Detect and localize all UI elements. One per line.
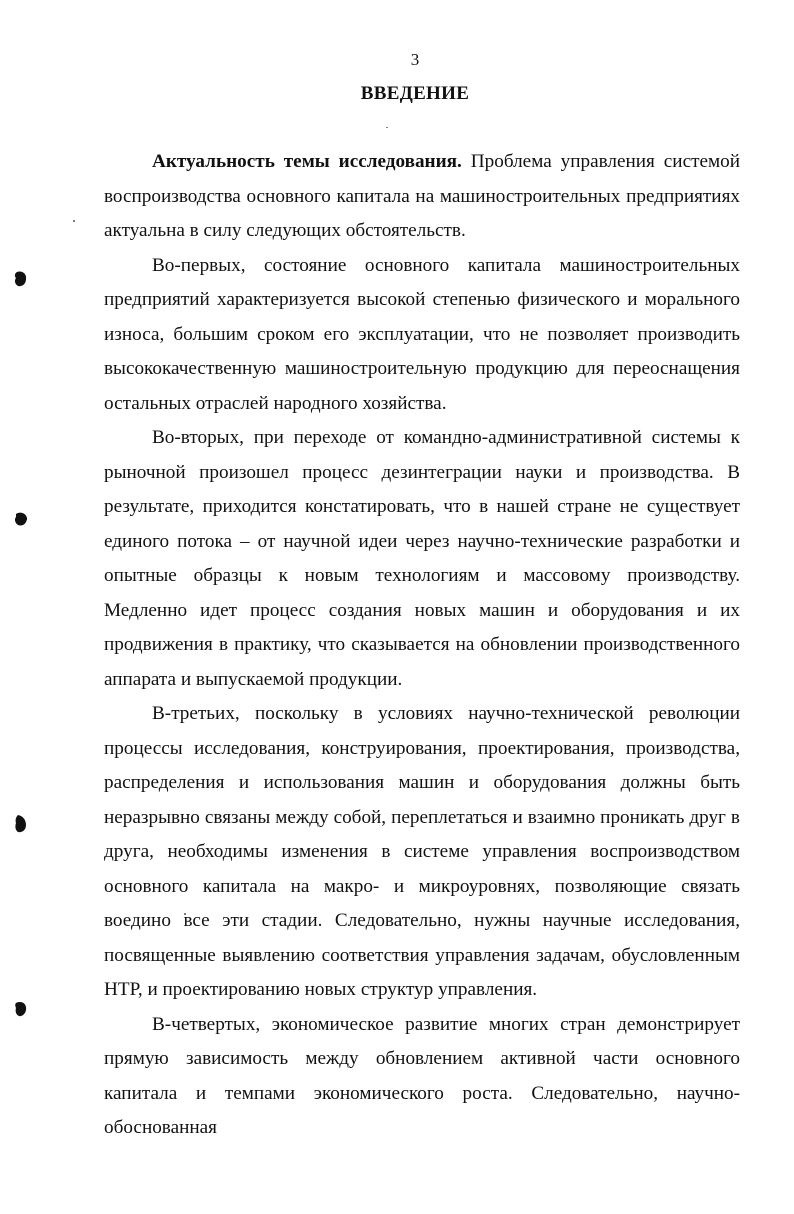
- punch-hole-blot-icon: [14, 814, 28, 834]
- scan-speck: [73, 220, 75, 222]
- paragraph-lead: Актуальность темы исследования.: [152, 151, 462, 172]
- paragraph-fourthly: В-четвертых, экономическое развитие многих стран демонстрирует прямую зависимость между обновлением активной части основного капитала и темпами экономического роста. Следовательно, научно-обоснованная: [104, 1013, 740, 1138]
- punch-hole-blot-icon: [14, 510, 28, 528]
- paragraph-relevance: [104, 145, 740, 249]
- page-number: 3: [410, 50, 420, 69]
- punch-hole-blot-icon: [14, 1000, 28, 1018]
- punch-hole-blot-icon: [14, 270, 28, 288]
- paragraph-secondly: Во-вторых, при переходе от командно-административной системы к рыночной произошел процесс дезинтеграции науки и производства. В результате, приходится констатировать, что в нашей стране не существует единого потока – от научной идеи через научно-технические разработки и опытные образцы к новым технологиям и массовому производству. Медленно идет процесс создания новых машин и оборудования и их продвижения в практику, что сказывается на обновлении производственного аппарата и выпускаемой продукции.: [104, 427, 740, 690]
- body-text: [104, 145, 740, 1146]
- paragraph-thirdly: В-третьих, поскольку в условиях научно-технической революции процессы исследования, конструирования, проектирования, производства, распределения и использования машин и оборудования должны быть неразрывно связаны между собой, переплетаться и взаимно проникать друг в друга, необходимы изменения в системе управления воспроизводством основного капитала на макро- и микроуровнях, позволяющие связать воедино все эти стадии. Следовательно, нужны научные исследования, посвященные выявлению соответствия управления задачам, обусловленным НТР, и проектированию новых структур управления.: [104, 703, 740, 1000]
- paragraph-firstly: Во-первых, состояние основного капитала машиностроительных предприятий характеризуется высокой степенью физического и морального износа, большим сроком его эксплуатации, что не позволяет производить высококачественную машиностроительную продукцию для переоснащения остальных отраслей народного хозяйства.: [104, 254, 740, 414]
- section-heading: ВВЕДЕНИЕ: [360, 83, 470, 104]
- scan-speck: [386, 127, 388, 128]
- paragraph-text: Проблема управления системой воспроизводства основного капитала на машиностроительных предприятиях актуальна в силу следующих обстоятельств.: [104, 151, 741, 241]
